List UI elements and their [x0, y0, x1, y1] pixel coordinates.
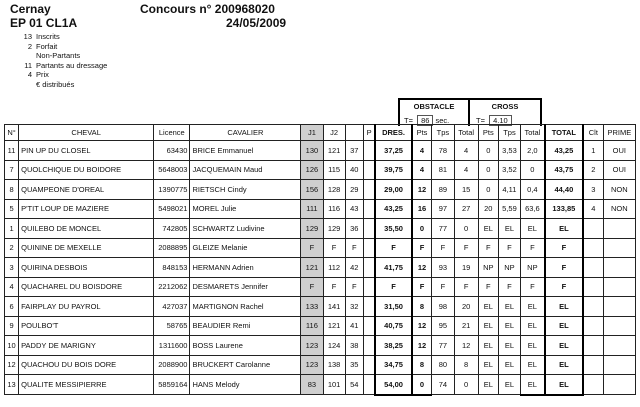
horse-name: QUALITE MESSIPIERRE: [19, 375, 154, 395]
obstacle-time-value: 86: [417, 115, 433, 126]
col-j3: [345, 125, 363, 141]
horse-name: PADDY DE MARIGNY: [19, 336, 154, 356]
j2-score: 101: [323, 375, 345, 395]
row-number: 7: [5, 160, 19, 180]
table-row: [5, 277, 636, 297]
obstacle-time: 95: [432, 316, 454, 336]
p-value: [363, 180, 375, 200]
header-city: Cernay: [10, 2, 51, 16]
obstacle-points: 0: [412, 219, 432, 239]
table-row: [5, 297, 636, 317]
col-rider: CAVALIER: [190, 125, 301, 141]
cross-time: EL: [498, 336, 520, 356]
stat-label: Forfait: [36, 41, 58, 51]
col-prize: PRIME: [603, 125, 635, 141]
j3-score: 43: [345, 199, 363, 219]
j1-score: 133: [301, 297, 323, 317]
total-score: 44,40: [545, 180, 583, 200]
table-row: [5, 160, 636, 180]
obstacle-time: 74: [432, 375, 454, 395]
rider-name: MOREL Julie: [190, 199, 301, 219]
cross-time: EL: [498, 219, 520, 239]
cross-total: 0,4: [521, 180, 545, 200]
j2-score: 138: [323, 355, 345, 375]
dressage-score: 31,50: [375, 297, 411, 317]
cross-time: EL: [498, 297, 520, 317]
p-value: [363, 199, 375, 219]
j3-score: F: [345, 238, 363, 258]
ranking: [583, 355, 603, 375]
ranking: 4: [583, 199, 603, 219]
j1-score: 116: [301, 316, 323, 336]
licence-number: 63430: [154, 141, 190, 161]
j2-score: F: [323, 277, 345, 297]
obstacle-points: 12: [412, 336, 432, 356]
j3-score: 32: [345, 297, 363, 317]
cross-total: EL: [521, 297, 545, 317]
licence-number: 742805: [154, 219, 190, 239]
cross-total: F: [521, 277, 545, 297]
total-score: 43,75: [545, 160, 583, 180]
competition-number: Concours n° 200968020: [140, 2, 275, 16]
j3-score: 29: [345, 180, 363, 200]
total-score: EL: [545, 375, 583, 395]
j3-score: 36: [345, 219, 363, 239]
stat-count: 13: [23, 32, 32, 41]
obstacle-total: 21: [454, 316, 478, 336]
row-number: 12: [5, 355, 19, 375]
cross-points: NP: [478, 258, 498, 278]
obstacle-points: 4: [412, 160, 432, 180]
stat-line: [18, 70, 107, 80]
licence-number: 848153: [154, 258, 190, 278]
cross-time: F: [498, 277, 520, 297]
j1-score: F: [301, 277, 323, 297]
j2-score: 116: [323, 199, 345, 219]
total-score: F: [545, 238, 583, 258]
stat-line: [18, 80, 107, 90]
table-row: [5, 316, 636, 336]
row-number: 10: [5, 336, 19, 356]
cross-total: 63,6: [521, 199, 545, 219]
prize: [603, 219, 635, 239]
licence-number: 1390775: [154, 180, 190, 200]
j1-score: 156: [301, 180, 323, 200]
obstacle-total: 27: [454, 199, 478, 219]
horse-name: QUININE DE MEXELLE: [19, 238, 154, 258]
horse-name: POULBO'T: [19, 316, 154, 336]
cross-points: 0: [478, 180, 498, 200]
table-row: [5, 336, 636, 356]
obstacle-unit: sec.: [435, 116, 450, 125]
cross-points: F: [478, 277, 498, 297]
row-number: 11: [5, 141, 19, 161]
rider-name: BRICE Emmanuel: [190, 141, 301, 161]
j3-score: 41: [345, 316, 363, 336]
p-value: [363, 336, 375, 356]
cross-points: EL: [478, 375, 498, 395]
cross-time: 3,53: [498, 141, 520, 161]
j2-score: 124: [323, 336, 345, 356]
obstacle-time: F: [432, 277, 454, 297]
p-value: [363, 258, 375, 278]
cross-t-label: T=: [476, 116, 485, 125]
col-number: N°: [5, 125, 19, 141]
dressage-score: 37,25: [375, 141, 411, 161]
p-value: [363, 219, 375, 239]
total-score: EL: [545, 355, 583, 375]
col-ranking: Clt: [583, 125, 603, 141]
obstacle-points: 12: [412, 316, 432, 336]
col-licence: Licence: [154, 125, 190, 141]
licence-number: 2088895: [154, 238, 190, 258]
licence-number: 5648003: [154, 160, 190, 180]
j2-score: 129: [323, 219, 345, 239]
prize: [603, 297, 635, 317]
cross-total: EL: [521, 355, 545, 375]
dressage-score: 29,00: [375, 180, 411, 200]
cross-total: EL: [521, 375, 545, 395]
col-cross-total: Total: [521, 125, 545, 141]
total-score: F: [545, 258, 583, 278]
col-cross-pts: Pts: [478, 125, 498, 141]
stat-label: Non-Partants: [36, 51, 81, 61]
ranking: [583, 336, 603, 356]
obstacle-points: 8: [412, 297, 432, 317]
prize: [603, 355, 635, 375]
table-row: [5, 199, 636, 219]
j2-score: 112: [323, 258, 345, 278]
cross-total: EL: [521, 336, 545, 356]
obstacle-time: 77: [432, 336, 454, 356]
j2-score: 121: [323, 141, 345, 161]
col-j2: J2: [323, 125, 345, 141]
obstacle-time: 97: [432, 199, 454, 219]
obstacle-total: 12: [454, 336, 478, 356]
licence-number: 2212062: [154, 277, 190, 297]
dressage-score: 39,75: [375, 160, 411, 180]
j1-score: 83: [301, 375, 323, 395]
j3-score: 35: [345, 355, 363, 375]
obstacle-points: 16: [412, 199, 432, 219]
col-obstacle-tps: Tps: [432, 125, 454, 141]
total-score: EL: [545, 219, 583, 239]
rider-name: BRUCKERT Carolanne: [190, 355, 301, 375]
horse-name: PIN UP DU CLOSEL: [19, 141, 154, 161]
rider-name: DESMARETS Jennifer: [190, 277, 301, 297]
table-row: [5, 219, 636, 239]
col-dressage: DRES.: [375, 125, 411, 141]
j3-score: 37: [345, 141, 363, 161]
prize: [603, 336, 635, 356]
ranking: [583, 297, 603, 317]
prize: [603, 375, 635, 395]
rider-name: RIETSCH Cindy: [190, 180, 301, 200]
obstacle-points: 8: [412, 355, 432, 375]
rider-name: MARTIGNON Rachel: [190, 297, 301, 317]
table-row: [5, 258, 636, 278]
stat-count: 2: [27, 41, 32, 51]
prize: [603, 316, 635, 336]
j2-score: 121: [323, 316, 345, 336]
horse-name: QUACHAREL DU BOISDORE: [19, 277, 154, 297]
licence-number: 1311600: [154, 336, 190, 356]
cross-points: EL: [478, 316, 498, 336]
j1-score: 126: [301, 160, 323, 180]
stat-line: [18, 51, 107, 61]
dressage-score: 35,50: [375, 219, 411, 239]
p-value: [363, 160, 375, 180]
cross-time: EL: [498, 355, 520, 375]
horse-name: QUACHOU DU BOIS DORE: [19, 355, 154, 375]
p-value: [363, 316, 375, 336]
horse-name: QUILEBO DE MONCEL: [19, 219, 154, 239]
row-number: 13: [5, 375, 19, 395]
j1-score: 130: [301, 141, 323, 161]
cross-total: 0: [521, 160, 545, 180]
obstacle-total: 4: [454, 160, 478, 180]
obstacle-total: F: [454, 277, 478, 297]
licence-number: 5498021: [154, 199, 190, 219]
col-obstacle-total: Total: [454, 125, 478, 141]
p-value: [363, 238, 375, 258]
row-number: 1: [5, 219, 19, 239]
total-score: 43,25: [545, 141, 583, 161]
cross-time: NP: [498, 258, 520, 278]
obstacle-points: 12: [412, 180, 432, 200]
cross-time: 4,11: [498, 180, 520, 200]
table-row: [5, 375, 636, 395]
ranking: 3: [583, 180, 603, 200]
rider-name: BOSS Laurene: [190, 336, 301, 356]
obstacle-time: 81: [432, 160, 454, 180]
cross-points: F: [478, 238, 498, 258]
ranking: [583, 316, 603, 336]
j3-score: 54: [345, 375, 363, 395]
j2-score: 115: [323, 160, 345, 180]
cross-points: 0: [478, 141, 498, 161]
j1-score: F: [301, 238, 323, 258]
row-number: 8: [5, 180, 19, 200]
obstacle-time: 78: [432, 141, 454, 161]
obstacle-t-label: T=: [404, 116, 413, 125]
col-j1: J1: [301, 125, 323, 141]
cross-points: EL: [478, 355, 498, 375]
results-table: [4, 124, 636, 396]
ranking: [583, 219, 603, 239]
ranking: [583, 258, 603, 278]
horse-name: QUIRINA DESBOIS: [19, 258, 154, 278]
dressage-score: 40,75: [375, 316, 411, 336]
table-row: [5, 238, 636, 258]
cross-points: EL: [478, 336, 498, 356]
table-header-row: [5, 125, 636, 141]
total-score: F: [545, 277, 583, 297]
col-p: P: [363, 125, 375, 141]
cross-time: 3,52: [498, 160, 520, 180]
total-score: 133,85: [545, 199, 583, 219]
stat-line: [18, 61, 107, 71]
obstacle-points: F: [412, 238, 432, 258]
dressage-score: 43,25: [375, 199, 411, 219]
j1-score: 121: [301, 258, 323, 278]
row-number: 2: [5, 238, 19, 258]
obstacle-time: 93: [432, 258, 454, 278]
rider-name: BEAUDIER Remi: [190, 316, 301, 336]
horse-name: FAIRPLAY DU PAYROL: [19, 297, 154, 317]
rider-name: SCHWARTZ Ludivine: [190, 219, 301, 239]
table-row: [5, 180, 636, 200]
entry-statistics: [18, 32, 107, 90]
licence-number: 58765: [154, 316, 190, 336]
cross-points: EL: [478, 219, 498, 239]
licence-number: 427037: [154, 297, 190, 317]
rider-name: GLEIZE Melanie: [190, 238, 301, 258]
j3-score: 42: [345, 258, 363, 278]
stat-label: Prix: [36, 70, 49, 80]
prize: [603, 258, 635, 278]
cross-total: EL: [521, 219, 545, 239]
obstacle-total: 20: [454, 297, 478, 317]
obstacle-total: 0: [454, 375, 478, 395]
row-number: 9: [5, 316, 19, 336]
obstacle-time: 89: [432, 180, 454, 200]
cross-total: 2,0: [521, 141, 545, 161]
dressage-score: 38,25: [375, 336, 411, 356]
row-number: 3: [5, 258, 19, 278]
competition-date: 24/05/2009: [226, 16, 287, 30]
stat-label: Inscrits: [36, 32, 60, 41]
cross-points: 20: [478, 199, 498, 219]
total-score: EL: [545, 316, 583, 336]
j1-score: 111: [301, 199, 323, 219]
cross-total: F: [521, 238, 545, 258]
cross-points: EL: [478, 297, 498, 317]
dressage-score: F: [375, 238, 411, 258]
table-row: [5, 355, 636, 375]
header-event: EP 01 CL1A: [10, 16, 78, 30]
obstacle-time: 98: [432, 297, 454, 317]
rider-name: HANS Melody: [190, 375, 301, 395]
cross-total: NP: [521, 258, 545, 278]
rider-name: HERMANN Adrien: [190, 258, 301, 278]
prize: OUI: [603, 160, 635, 180]
obstacle-title: OBSTACLE: [413, 102, 455, 111]
prize: [603, 238, 635, 258]
row-number: 5: [5, 199, 19, 219]
col-horse: CHEVAL: [19, 125, 154, 141]
total-score: EL: [545, 297, 583, 317]
obstacle-total: F: [454, 238, 478, 258]
ranking: [583, 375, 603, 395]
ranking: 1: [583, 141, 603, 161]
j1-score: 129: [301, 219, 323, 239]
cross-panel: [468, 98, 542, 126]
licence-number: 2088900: [154, 355, 190, 375]
obstacle-time: 77: [432, 219, 454, 239]
dressage-score: 41,75: [375, 258, 411, 278]
obstacle-points: 4: [412, 141, 432, 161]
stat-count: 4: [27, 70, 32, 80]
prize: NON: [603, 180, 635, 200]
stat-line: [18, 32, 107, 42]
cross-time: 5,59: [498, 199, 520, 219]
cross-time: F: [498, 238, 520, 258]
horse-name: QUOLCHIQUE DU BOIDORE: [19, 160, 154, 180]
horse-name: QUAMPEONE D'OREAL: [19, 180, 154, 200]
row-number: 6: [5, 297, 19, 317]
p-value: [363, 141, 375, 161]
obstacle-points: F: [412, 277, 432, 297]
p-value: [363, 355, 375, 375]
col-total: TOTAL: [545, 125, 583, 141]
obstacle-total: 19: [454, 258, 478, 278]
obstacle-time: 80: [432, 355, 454, 375]
cross-time-value: 4.10: [489, 115, 512, 126]
j2-score: F: [323, 238, 345, 258]
j1-score: 123: [301, 336, 323, 356]
col-cross-tps: Tps: [498, 125, 520, 141]
rider-name: JACQUEMAIN Maud: [190, 160, 301, 180]
ranking: [583, 277, 603, 297]
obstacle-points: 12: [412, 258, 432, 278]
obstacle-panel: [398, 98, 470, 126]
cross-time: EL: [498, 316, 520, 336]
obstacle-points: 0: [412, 375, 432, 395]
cross-total: EL: [521, 316, 545, 336]
total-score: EL: [545, 336, 583, 356]
obstacle-total: 15: [454, 180, 478, 200]
stat-count: 11: [24, 60, 32, 70]
p-value: [363, 277, 375, 297]
p-value: [363, 297, 375, 317]
j2-score: 128: [323, 180, 345, 200]
cross-time: EL: [498, 375, 520, 395]
table-row: [5, 141, 636, 161]
licence-number: 5859164: [154, 375, 190, 395]
prize: NON: [603, 199, 635, 219]
j3-score: 38: [345, 336, 363, 356]
p-value: [363, 375, 375, 395]
col-obstacle-pts: Pts: [412, 125, 432, 141]
prize: OUI: [603, 141, 635, 161]
ranking: 2: [583, 160, 603, 180]
j1-score: 123: [301, 355, 323, 375]
j3-score: F: [345, 277, 363, 297]
j2-score: 141: [323, 297, 345, 317]
dressage-score: 54,00: [375, 375, 411, 395]
obstacle-total: 8: [454, 355, 478, 375]
ranking: [583, 238, 603, 258]
prize: [603, 277, 635, 297]
stat-line: [18, 42, 107, 52]
dressage-score: F: [375, 277, 411, 297]
obstacle-total: 4: [454, 141, 478, 161]
stat-label: Partants au dressage: [36, 60, 108, 70]
row-number: 4: [5, 277, 19, 297]
obstacle-total: 0: [454, 219, 478, 239]
cross-title: CROSS: [491, 102, 519, 111]
dressage-score: 34,75: [375, 355, 411, 375]
obstacle-time: F: [432, 238, 454, 258]
j3-score: 40: [345, 160, 363, 180]
stat-label: € distribués: [36, 79, 75, 89]
horse-name: P'TIT LOUP DE MAZIERE: [19, 199, 154, 219]
cross-points: 0: [478, 160, 498, 180]
